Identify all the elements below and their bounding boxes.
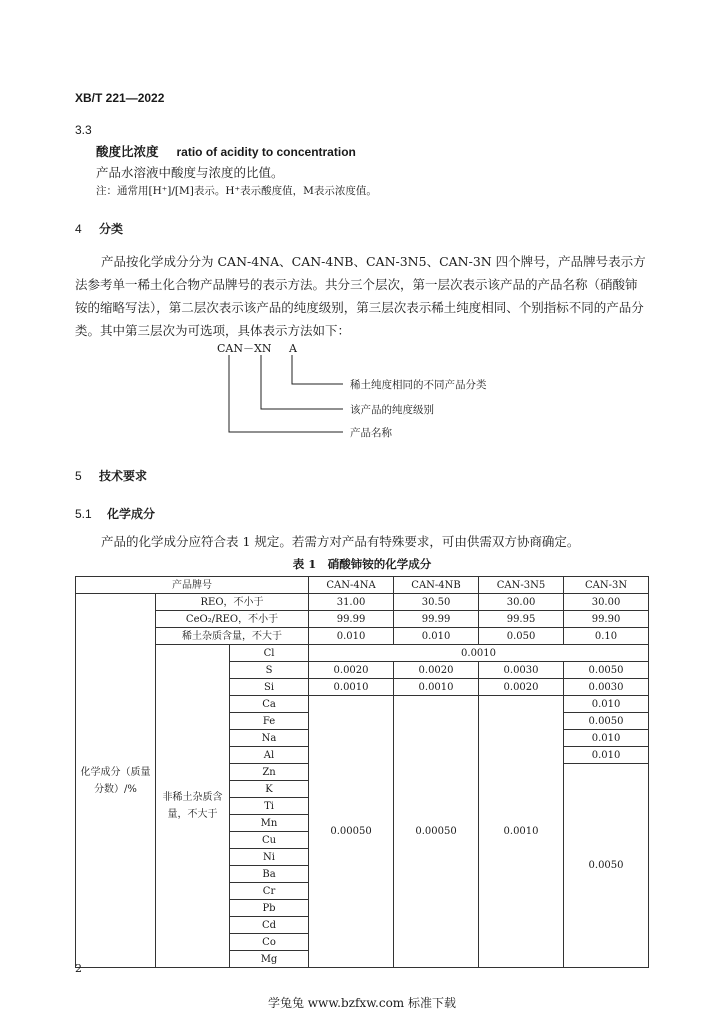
element-cell: Mn [230, 815, 309, 832]
section-4-title: 分类 [99, 222, 124, 236]
cell-value: 0.0050 [564, 713, 649, 730]
header-grade: CAN-4NB [394, 577, 479, 594]
element-cell: Mg [230, 951, 309, 968]
header-grade: CAN-4NA [309, 577, 394, 594]
merged-value: 0.00050 [394, 696, 479, 968]
chemical-composition-table [75, 576, 649, 968]
table-row [76, 628, 649, 645]
element-cell: Ni [230, 849, 309, 866]
element-cell: Cu [230, 832, 309, 849]
term-english: ratio of acidity to concentration [176, 145, 356, 159]
cell-value: 99.99 [309, 611, 394, 628]
standard-code: XB/T 221—2022 [75, 91, 165, 105]
section-5-number: 5 [75, 469, 82, 483]
element-cell: Ba [230, 866, 309, 883]
cell-value: 0.0030 [479, 662, 564, 679]
element-cell: Cl [230, 645, 309, 662]
cell-value: 0.0020 [479, 679, 564, 696]
header-grade: CAN-3N [564, 577, 649, 594]
table-caption: 表 1 硝酸铈铵的化学成分 [292, 557, 432, 571]
label-purity-grade: 该产品的纯度级别 [350, 404, 434, 416]
cell-value: 30.00 [479, 594, 564, 611]
cell-value: 0.0030 [564, 679, 649, 696]
element-cell: Ca [230, 696, 309, 713]
table-row [76, 594, 649, 611]
cell-value: 0.10 [564, 628, 649, 645]
term-note: 注：通常用[H⁺]/[M]表示。H⁺表示酸度值，M表示浓度值。 [96, 185, 377, 197]
cell-value: 31.00 [309, 594, 394, 611]
section-5-1-heading [75, 505, 155, 522]
cell-value: 0.010 [309, 628, 394, 645]
merged-value: 0.00050 [309, 696, 394, 968]
cell-value: 99.95 [479, 611, 564, 628]
section-3-3-number: 3.3 [75, 123, 92, 137]
row-label: REO，不小于 [156, 594, 309, 611]
designation-xn: XN [254, 342, 272, 355]
element-cell: Fe [230, 713, 309, 730]
header-grade: CAN-3N5 [479, 577, 564, 594]
designation-dash: － [243, 342, 254, 355]
cell-value: 0.050 [479, 628, 564, 645]
table-row [76, 645, 649, 662]
table-row [76, 611, 649, 628]
cell-value: 0.010 [564, 696, 649, 713]
table-header-row [76, 577, 649, 594]
cell-value: 0.0020 [309, 662, 394, 679]
designation-can: CAN [217, 342, 243, 355]
element-cell: Cr [230, 883, 309, 900]
row-label: CeO₂/REO，不小于 [156, 611, 309, 628]
cell-value: 0.0050 [564, 662, 649, 679]
row-label: 稀土杂质含量，不大于 [156, 628, 309, 645]
element-cell: Co [230, 934, 309, 951]
nonre-impurity-label: 非稀土杂质含量，不大于 [156, 645, 230, 968]
section-4-number: 4 [75, 222, 82, 236]
section-5-1-paragraph: 产品的化学成分应符合表 1 规定。若需方对产品有特殊要求，可由供需双方协商确定。 [101, 534, 580, 549]
element-cell: S [230, 662, 309, 679]
element-cell: Na [230, 730, 309, 747]
cell-value: 0.0020 [394, 662, 479, 679]
element-cell: Si [230, 679, 309, 696]
term-definition: 产品水溶液中酸度与浓度的比值。 [96, 165, 284, 180]
element-cell: Al [230, 747, 309, 764]
page-number: 2 [75, 962, 82, 975]
watermark: 学兔兔 www.bzfxw.com 标准下载 [267, 996, 457, 1010]
header-grade-label: 产品牌号 [76, 577, 309, 594]
label-product-name: 产品名称 [350, 427, 392, 439]
section-4-paragraph: 产品按化学成分分为 CAN-4NA、CAN-4NB、CAN-3N5、CAN-3N 四个牌号，产品牌号表示方法参考单一稀土化合物产品牌号的表示方法。共分三个层次，第一层次表示该产品的产品名称（硝酸铈铵的缩略写法），第二层次表示该产品的纯度级别，第三层次表示稀土纯度相同、个别指标不同的产品分类。其中第三层次为可选项，具体表示方法如下： [75, 254, 646, 338]
cell-value: 99.90 [564, 611, 649, 628]
cell-value: 30.00 [564, 594, 649, 611]
designation-a: A [288, 342, 297, 355]
section-5-title: 技术要求 [99, 469, 148, 483]
cell-value: 99.99 [394, 611, 479, 628]
cell-value: 0.010 [394, 628, 479, 645]
element-cell: Cd [230, 917, 309, 934]
section-5-heading [75, 467, 147, 484]
element-cell: Pb [230, 900, 309, 917]
composition-group-label: 化学成分（质量分数）/% [76, 594, 156, 968]
cell-value: 0.0010 [309, 679, 394, 696]
merged-value: 0.0010 [479, 696, 564, 968]
label-product-category: 稀土纯度相同的不同产品分类 [350, 379, 487, 391]
cell-value: 30.50 [394, 594, 479, 611]
section-5-1-number: 5.1 [75, 507, 92, 521]
element-cell: Zn [230, 764, 309, 781]
term-chinese: 酸度比浓度 [96, 144, 159, 159]
element-cell: Ti [230, 798, 309, 815]
merged-value: 0.0050 [564, 764, 649, 968]
section-5-1-title: 化学成分 [107, 507, 156, 521]
cell-value: 0.010 [564, 730, 649, 747]
element-cell: K [230, 781, 309, 798]
cell-value: 0.0010 [309, 645, 649, 662]
cell-value: 0.010 [564, 747, 649, 764]
cell-value: 0.0010 [394, 679, 479, 696]
